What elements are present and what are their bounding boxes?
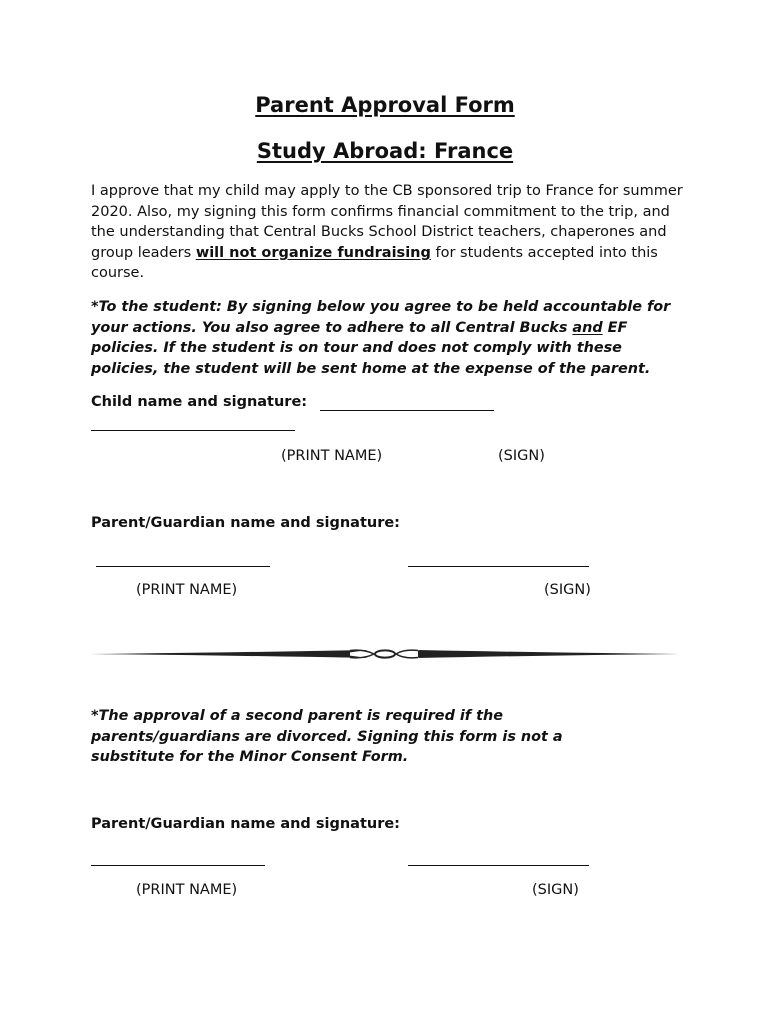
parent2-print-name-line[interactable] bbox=[91, 865, 265, 866]
form-subtitle: Study Abroad: France bbox=[256, 139, 514, 163]
child-signature-label: Child name and signature: bbox=[91, 394, 308, 410]
student-note bbox=[91, 297, 691, 379]
parent-print-name-caption: (PRINT NAME) bbox=[136, 582, 238, 598]
child-signature-line[interactable] bbox=[320, 410, 494, 411]
child-print-name-caption: (PRINT NAME) bbox=[281, 448, 383, 464]
parent2-sign-caption: (SIGN) bbox=[532, 882, 579, 898]
parent-sign-caption: (SIGN) bbox=[544, 582, 591, 598]
form-title: Parent Approval Form bbox=[255, 93, 515, 117]
decorative-divider bbox=[88, 644, 682, 664]
child-name-line[interactable] bbox=[91, 430, 295, 431]
intro-text-1: I approve that my child may apply to the CB sponsored trip to France for summer 2020. Also, my signing this form confirms financial commitment to the trip, and the understanding that Central Bucks School District teachers, chaperones and group leaders bbox=[91, 183, 683, 261]
parent2-signature-label: Parent/Guardian name and signature: bbox=[91, 816, 400, 832]
parent2-print-name-caption: (PRINT NAME) bbox=[136, 882, 238, 898]
intro-paragraph bbox=[91, 181, 691, 284]
second-parent-note: *The approval of a second parent is required if the parents/guardians are divorced. Signing this form is not a substitute for the Minor Consent Form. bbox=[91, 708, 563, 766]
intro-bold-phrase: will not organize fundraising bbox=[195, 244, 431, 261]
parent2-sign-line[interactable] bbox=[408, 865, 589, 866]
intro-text-2: for students accepted into this course. bbox=[91, 244, 658, 282]
student-note-text-1: *To the student: By signing below you agree to be held accountable for your actions. You also agree to adhere to all Central Bucks bbox=[91, 299, 671, 336]
student-note-text-2: EF policies. If the student is on tour and does not comply with these policies, the student will be sent home at the expense of the parent. bbox=[91, 319, 651, 377]
parent-print-name-line[interactable] bbox=[96, 566, 270, 567]
parent-signature-label: Parent/Guardian name and signature: bbox=[91, 515, 400, 531]
student-note-underlined: and bbox=[572, 319, 603, 336]
child-sign-caption: (SIGN) bbox=[498, 448, 545, 464]
parent-sign-line[interactable] bbox=[408, 566, 589, 567]
